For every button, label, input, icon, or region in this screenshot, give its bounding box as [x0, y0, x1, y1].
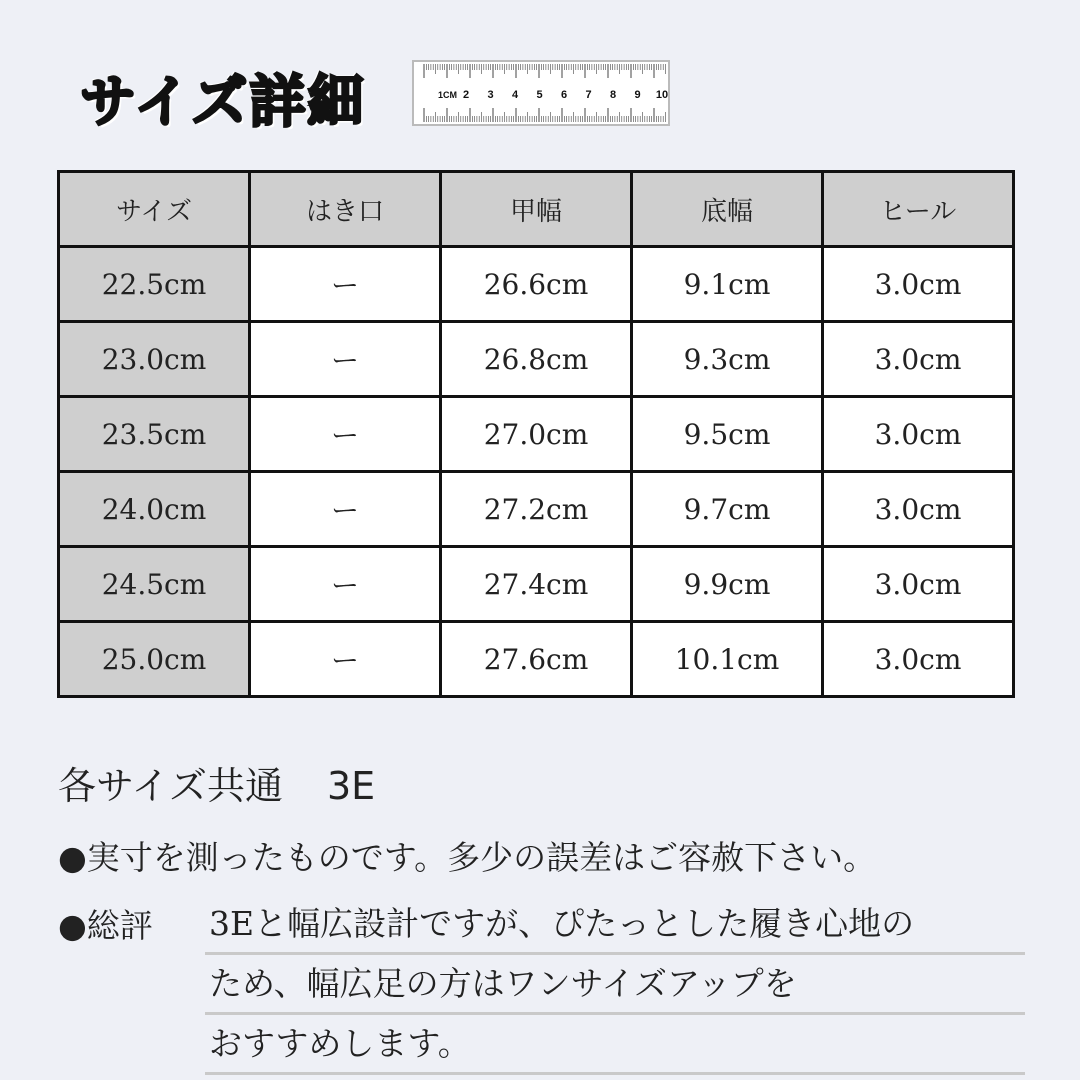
cell-heel: 3.0cm	[823, 622, 1014, 697]
cell-sole-width: 9.3cm	[632, 322, 823, 397]
cell-size: 22.5cm	[59, 247, 250, 322]
page-title: サイズ詳細	[80, 70, 366, 135]
cell-opening: ー	[250, 547, 441, 622]
review-label: ●総評	[58, 906, 153, 945]
table-row	[59, 247, 1014, 322]
cell-heel: 3.0cm	[823, 322, 1014, 397]
table-row	[59, 472, 1014, 547]
common-label: 各サイズ共通	[58, 764, 283, 808]
table-header-row	[59, 172, 1014, 247]
cell-sole-width: 9.5cm	[632, 397, 823, 472]
header-sole-width: 底幅	[632, 172, 823, 247]
cell-opening: ー	[250, 247, 441, 322]
cell-size: 24.5cm	[59, 547, 250, 622]
cell-sole-width: 9.1cm	[632, 247, 823, 322]
cell-sole-width: 10.1cm	[632, 622, 823, 697]
cell-opening: ー	[250, 622, 441, 697]
ruler-number: 8	[609, 89, 617, 101]
table-row	[59, 322, 1014, 397]
cell-sole-width: 9.9cm	[632, 547, 823, 622]
table-row	[59, 547, 1014, 622]
cell-heel: 3.0cm	[823, 397, 1014, 472]
review-line: 3Eと幅広設計ですが、ぴたっとした履き心地の	[205, 895, 1025, 955]
cell-size: 25.0cm	[59, 622, 250, 697]
cell-instep-width: 27.2cm	[441, 472, 632, 547]
cell-opening: ー	[250, 472, 441, 547]
review-line: おすすめします。	[205, 1015, 1025, 1075]
header-opening: はき口	[250, 172, 441, 247]
table-row	[59, 622, 1014, 697]
cell-instep-width: 27.4cm	[441, 547, 632, 622]
cell-instep-width: 26.6cm	[441, 247, 632, 322]
cell-heel: 3.0cm	[823, 247, 1014, 322]
ruler-number: 6	[560, 89, 568, 101]
ruler-number: 2	[462, 89, 470, 101]
common-value: 3E	[326, 764, 376, 808]
ruler-unit-label: 1CM	[438, 90, 458, 100]
size-table	[57, 170, 1015, 698]
common-width	[58, 755, 375, 810]
ruler-icon	[412, 60, 670, 126]
cell-opening: ー	[250, 397, 441, 472]
header-instep-width: 甲幅	[441, 172, 632, 247]
ruler-number: 3	[487, 89, 494, 101]
header-size: サイズ	[59, 172, 250, 247]
cell-size: 24.0cm	[59, 472, 250, 547]
cell-instep-width: 27.6cm	[441, 622, 632, 697]
header-heel: ヒール	[823, 172, 1014, 247]
table-row	[59, 397, 1014, 472]
ruler-number: 7	[585, 89, 592, 101]
ruler-number: 5	[536, 89, 543, 101]
cell-instep-width: 27.0cm	[441, 397, 632, 472]
cell-heel: 3.0cm	[823, 547, 1014, 622]
cell-opening: ー	[250, 322, 441, 397]
ruler-number: 4	[511, 89, 519, 101]
ruler-number: 10	[655, 89, 668, 101]
review-text	[205, 895, 1025, 1075]
cell-instep-width: 26.8cm	[441, 322, 632, 397]
cell-size: 23.0cm	[59, 322, 250, 397]
cell-heel: 3.0cm	[823, 472, 1014, 547]
cell-size: 23.5cm	[59, 397, 250, 472]
ruler-number: 9	[634, 89, 641, 101]
cell-sole-width: 9.7cm	[632, 472, 823, 547]
review-line: ため、幅広足の方はワンサイズアップを	[205, 955, 1025, 1015]
measurement-note: ●実寸を測ったものです。多少の誤差はご容赦下さい。	[58, 838, 877, 877]
